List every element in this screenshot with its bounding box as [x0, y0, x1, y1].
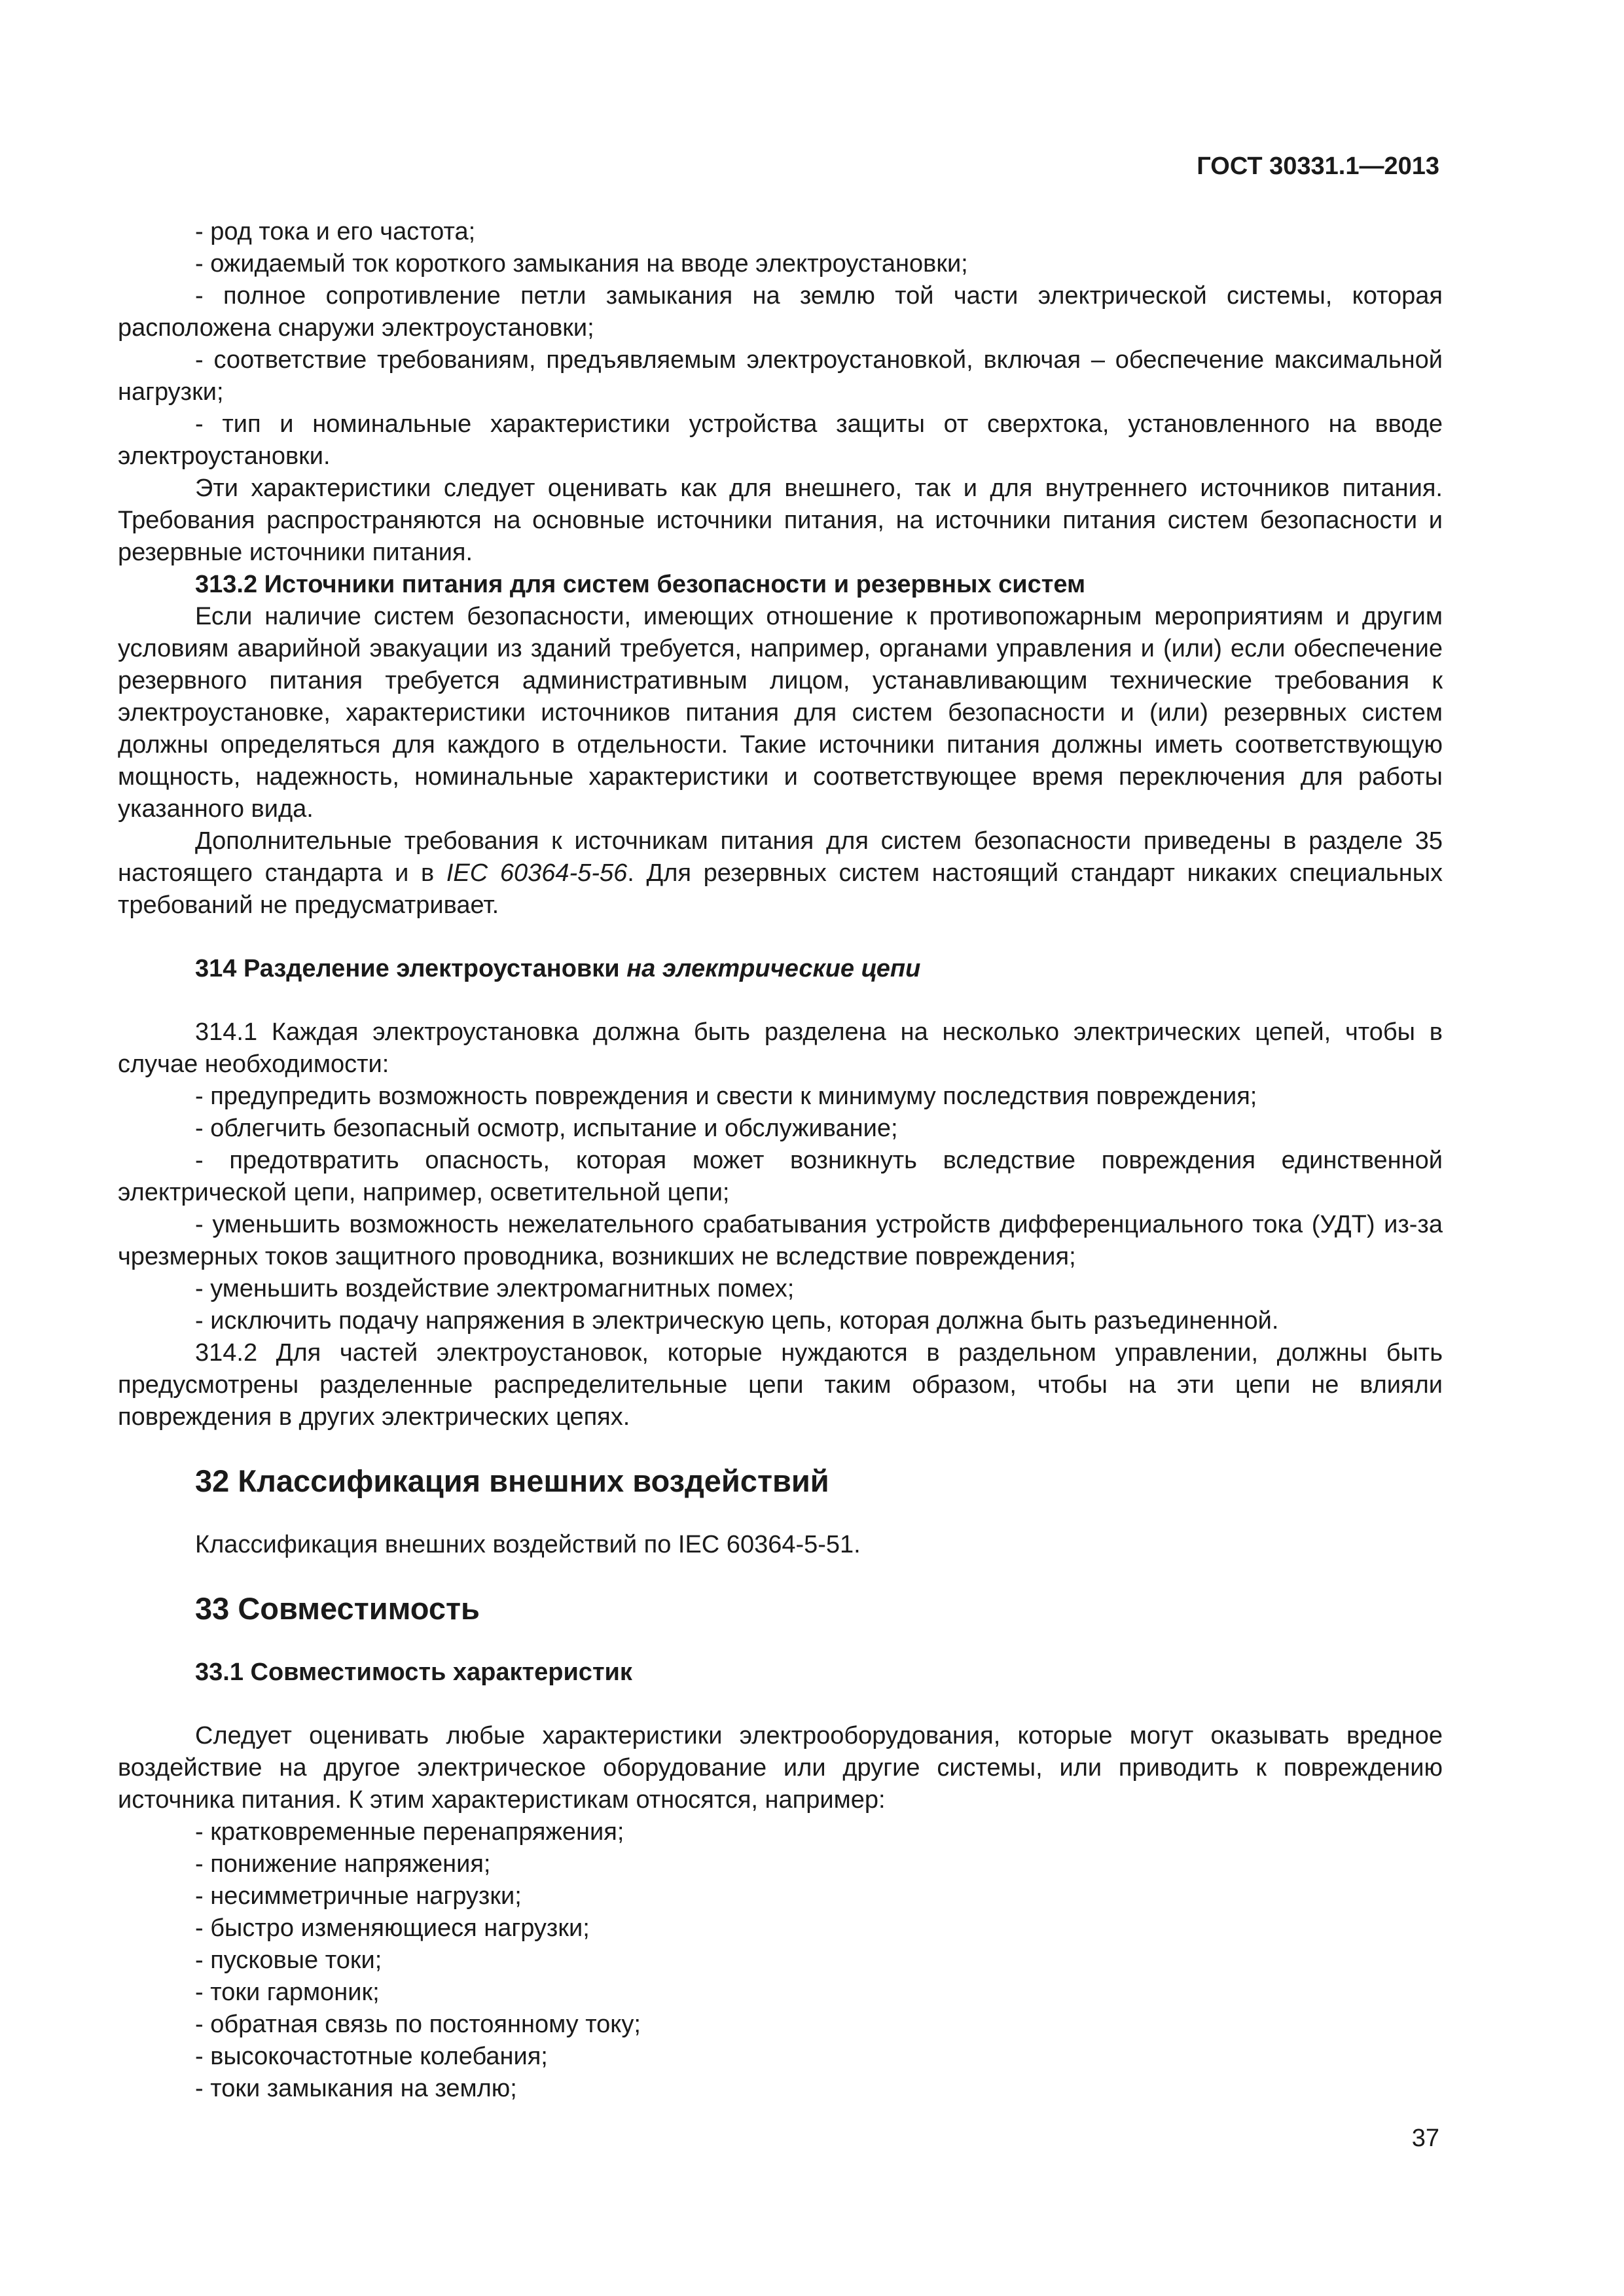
- list-item: - уменьшить воздействие электромагнитных помех;: [195, 1275, 795, 1302]
- document-header: ГОСТ 30331.1—2013: [1197, 152, 1439, 180]
- list-item: - пусковые токи;: [195, 1946, 382, 1974]
- list-item: - понижение напряжения;: [195, 1850, 491, 1878]
- list-item: - несимметричные нагрузки;: [195, 1882, 522, 1910]
- paragraph: Если наличие систем безопасности, имеющих отношение к противопожарным мероприятиям и другим условиям аварийной эвакуации из зданий требуется, например, органами управления и (или) если обеспечение резервного питания требуется административным лицом, устанавливающим технические требования к электроустановке, характеристики источников питания для систем безопасности и (или) резервных систем должны определяться для каждого в отдельности. Такие источники питания должны иметь соответствующую мощность, надежность, номинальные характеристики и соответствующее время переключения для работы указанного вида.: [118, 603, 1443, 823]
- standard-reference: IEC 60364-5-56: [446, 859, 628, 887]
- list-item: - исключить подачу напряжения в электрическую цепь, которая должна быть разъединенной.: [195, 1307, 1279, 1335]
- list-item: - род тока и его частота;: [195, 218, 476, 245]
- paragraph: 314.1 Каждая электроустановка должна быть разделена на несколько электрических цепей, чтобы в случае необходимости:: [118, 1018, 1443, 1078]
- section-heading-313-2: 313.2 Источники питания для систем безопасности и резервных систем: [195, 571, 1086, 598]
- heading-text: 314 Разделение электроустановки: [195, 955, 627, 982]
- paragraph: [118, 825, 1443, 922]
- list-item: - высокочастотные колебания;: [195, 2043, 548, 2070]
- list-item: - предупредить возможность повреждения и свести к минимуму последствия повреждения;: [195, 1083, 1257, 1110]
- list-item: - тип и номинальные характеристики устройства защиты от сверхтока, установленного на вводе электроустановки.: [118, 410, 1443, 470]
- list-item: - кратковременные перенапряжения;: [195, 1818, 624, 1846]
- list-item: - ожидаемый ток короткого замыкания на вводе электроустановки;: [195, 250, 968, 278]
- list-item: - облегчить безопасный осмотр, испытание и обслуживание;: [195, 1115, 898, 1142]
- paragraph: 314.2 Для частей электроустановок, которые нуждаются в раздельном управлении, должны быть предусмотрены разделенные распределительные цепи таким образом, чтобы на эти цепи не влияли повреждения в других электрических цепях.: [118, 1339, 1443, 1431]
- paragraph: Следует оценивать любые характеристики электрооборудования, которые могут оказывать вредное воздействие на другое электрическое оборудование или другие системы, или приводить к повреждению источника питания. К этим характеристикам относятся, например:: [118, 1722, 1443, 1814]
- document-body: [118, 216, 1443, 2105]
- section-heading-33: 33 Совместимость: [195, 1591, 480, 1626]
- section-heading-33-1: 33.1 Совместимость характеристик: [195, 1659, 632, 1686]
- paragraph: Эти характеристики следует оценивать как для внешнего, так и для внутреннего источников питания. Требования распространяются на основные источники питания, на источники питания систем безопасности и резервные источники питания.: [118, 475, 1443, 566]
- section-heading-314: [118, 953, 1443, 985]
- list-item: - токи гармоник;: [195, 1979, 380, 2006]
- list-item: - обратная связь по постоянному току;: [195, 2011, 641, 2038]
- page-number: 37: [1411, 2125, 1439, 2152]
- list-item: - полное сопротивление петли замыкания на землю той части электрической системы, которая расположена снаружи электроустановки;: [118, 282, 1443, 342]
- list-item: - токи замыкания на землю;: [195, 2075, 517, 2102]
- list-item: - предотвратить опасность, которая может возникнуть вследствие повреждения единственной электрической цепи, например, осветительной цепи;: [118, 1147, 1443, 1206]
- list-item: - уменьшить возможность нежелательного срабатывания устройств дифференциального тока (УДТ) из-за чрезмерных токов защитного проводника, возникших не вследствие повреждения;: [118, 1211, 1443, 1270]
- list-item: - соответствие требованиям, предъявляемым электроустановкой, включая – обеспечение максимальной нагрузки;: [118, 346, 1443, 406]
- paragraph-text: . Для резервных систем настоящий стандарт никаких специальных требований не предусматривает.: [118, 859, 1443, 919]
- list-item: - быстро изменяющиеся нагрузки;: [195, 1914, 590, 1942]
- heading-text-italic: на электрические цепи: [626, 955, 921, 982]
- paragraph-text: Дополнительные требования к источникам питания для систем безопасности приведены в разделе 35 настоящего стандарта и в: [118, 827, 1443, 887]
- section-heading-32: 32 Классификация внешних воздействий: [195, 1463, 829, 1498]
- paragraph: Классификация внешних воздействий по IEC 60364-5-51.: [195, 1531, 861, 1558]
